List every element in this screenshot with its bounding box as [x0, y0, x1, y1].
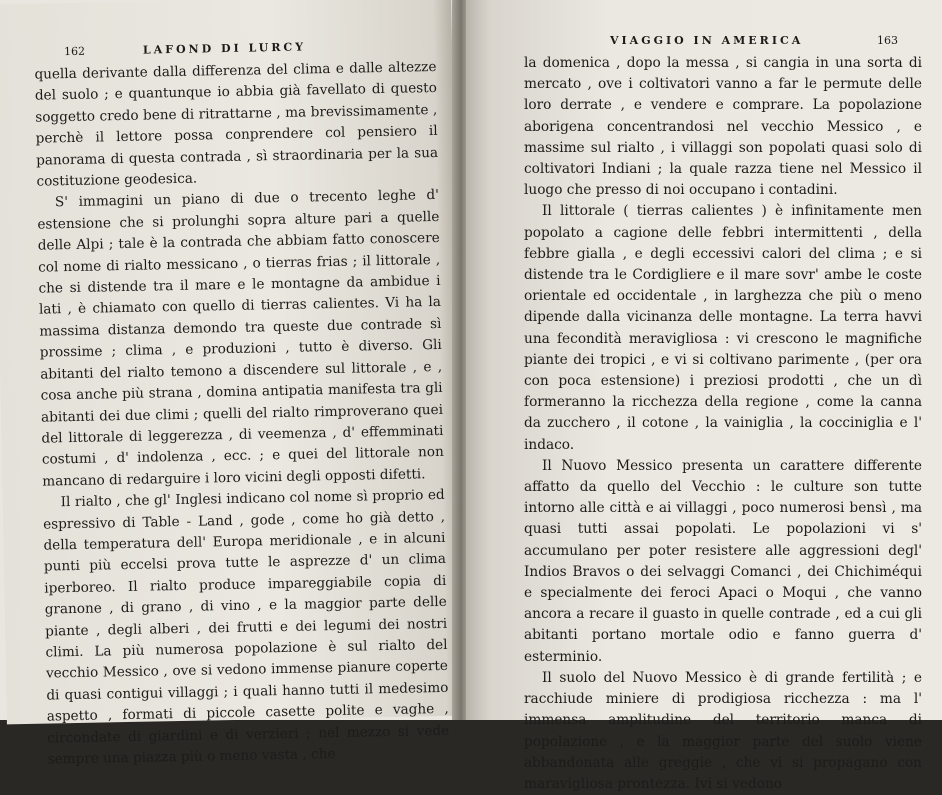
page-number: 163 — [877, 34, 898, 47]
left-page-body — [34, 57, 449, 771]
paragraph: Il littorale ( tierras calientes ) è infinitamente men popolato a cagione delle febbri intermittenti , della febbre gialla , e degli eccessivi calori del clima ; e si distende tra le Cordigliere e il mare sovr' ambe le coste orientale ed occidentale , in larghezza che più o meno dipende dalla vicinanza delle montagne. La terra havvi una fecondità meravigliosa : vi crescono le magnifiche piante dei tropici , e vi si coltivano parimente , (per ora con poca estensione) i preziosi prodotti , che un dì formeranno la ricchezza della regione , come la canna da zucchero , il cotone , la vainiglia , la cocciniglia e l' indaco. — [524, 203, 922, 453]
paragraph: Il Nuovo Messico presenta un carattere differente affatto da quello del Vecchio : le culture son tutte intorno alle città e ai villaggi , poco numerosi bensì , ma quasi tutti assai popolati. Le popolazioni vi s' accumulano per poter resistere alle aggressioni degl' Indios Bravos o dei selvaggi Comanci , dei Chichiméqui e specialmente dei feroci Apaci o Moqui , che vanno ancora a recare il guasto in quelle contrade , ed a cui gli abitanti portano mortale odio e fanno guerra d' esterminio. — [524, 457, 922, 665]
paragraph: Il suolo del Nuovo Messico è di grande fertilità ; e racchiude miniere di prodigiosa ricchezza : ma l' immensa amplitudine del territorio manca di popolazione , e la maggior parte del suolo viene abbandonata alle greggie , che vi si propagano con maravigliosa prontezza. Ivi si vedono — [524, 669, 922, 792]
left-page-header — [34, 38, 436, 59]
paragraph: Il rialto , che gl' Inglesi indicano col nome sì proprio ed espressivo di Table - Land , gode , come ho già detto , della temperatura dell' Europa meridionale , e in alcuni punti più eccelsi prova tutte le asprezze d' un clima iperboreo. Il rialto produce impareggiabile copia di granone , di grano , di vino , e la maggior parte delle piante , degli alberi , dei frutti e dei legumi dei nostri climi. La più numerosa popolazione è sul rialto del vecchio Messico , ove si vedono immense pianure coperte di quasi contigui villaggi ; i quali hanno tutti il medesimo aspetto , formati di piccole casette polite e vaghe , circondate di giardini e di verzieri ; nel mezzo si vede sempre una piazza più o meno vasta , che — [42, 487, 450, 768]
running-head: VIAGGIO IN AMERICA — [610, 34, 804, 47]
left-page — [0, 0, 465, 768]
page-number: 162 — [63, 44, 86, 59]
right-page-header — [524, 34, 922, 47]
paragraph: la domenica , dopo la messa , si cangia in una sorta di mercato , ove i coltivatori vanno a far le permute delle loro derrate , e vendere e comprare. La popolazione aborigena concentrandosi nel vecchio Messico , e massime sul rialto , i villaggi son popolati quasi solo di coltivatori Indiani ; la quale razza tiene nel Messico il luogo che presso di noi occupano i contadini. — [524, 55, 922, 199]
running-head: LAFOND DI LURCY — [142, 40, 307, 57]
paragraph: quella derivante dalla differenza del clima e dalle altezze del suolo ; e quantunque io abbia già favellato di questo soggetto credo bene di ritrattarne , ma brevissimamente , perchè il lettore possa conprendere col pensiero il panorama di questa contrada , sì straordinaria per la sua costituzione geodesica. — [34, 58, 439, 190]
right-page — [466, 0, 942, 792]
right-page-body — [524, 53, 922, 795]
paragraph: S' immagini un piano di due o trecento leghe d' estensione che si prolunghi sopra alture pari a quelle delle Alpi ; tale è la contrada che abbiam fatto conoscere col nome di rialto messicano , o tierras frias ; il littorale , che si distende tra il mare e le montagne da ambidue i lati , è chiamato con quello di tierras calientes. Vi ha la massima distanza demondo tra queste due contrade sì prossime ; clima , e produzioni , tutto è diverso. Gli abitanti del rialto temono a discendere sul littorale , e , cosa anche più strana , domina antipatia manifesta tra gli abitanti dei due climi ; quelli del rialto rimproverano quei del littorale di leggerezza , di veemenza , d' effemminati costumi , d' indolenza , ecc. ; e quei del littorale non mancano di redarguire i loro vicini degli opposti difetti. — [37, 187, 444, 490]
